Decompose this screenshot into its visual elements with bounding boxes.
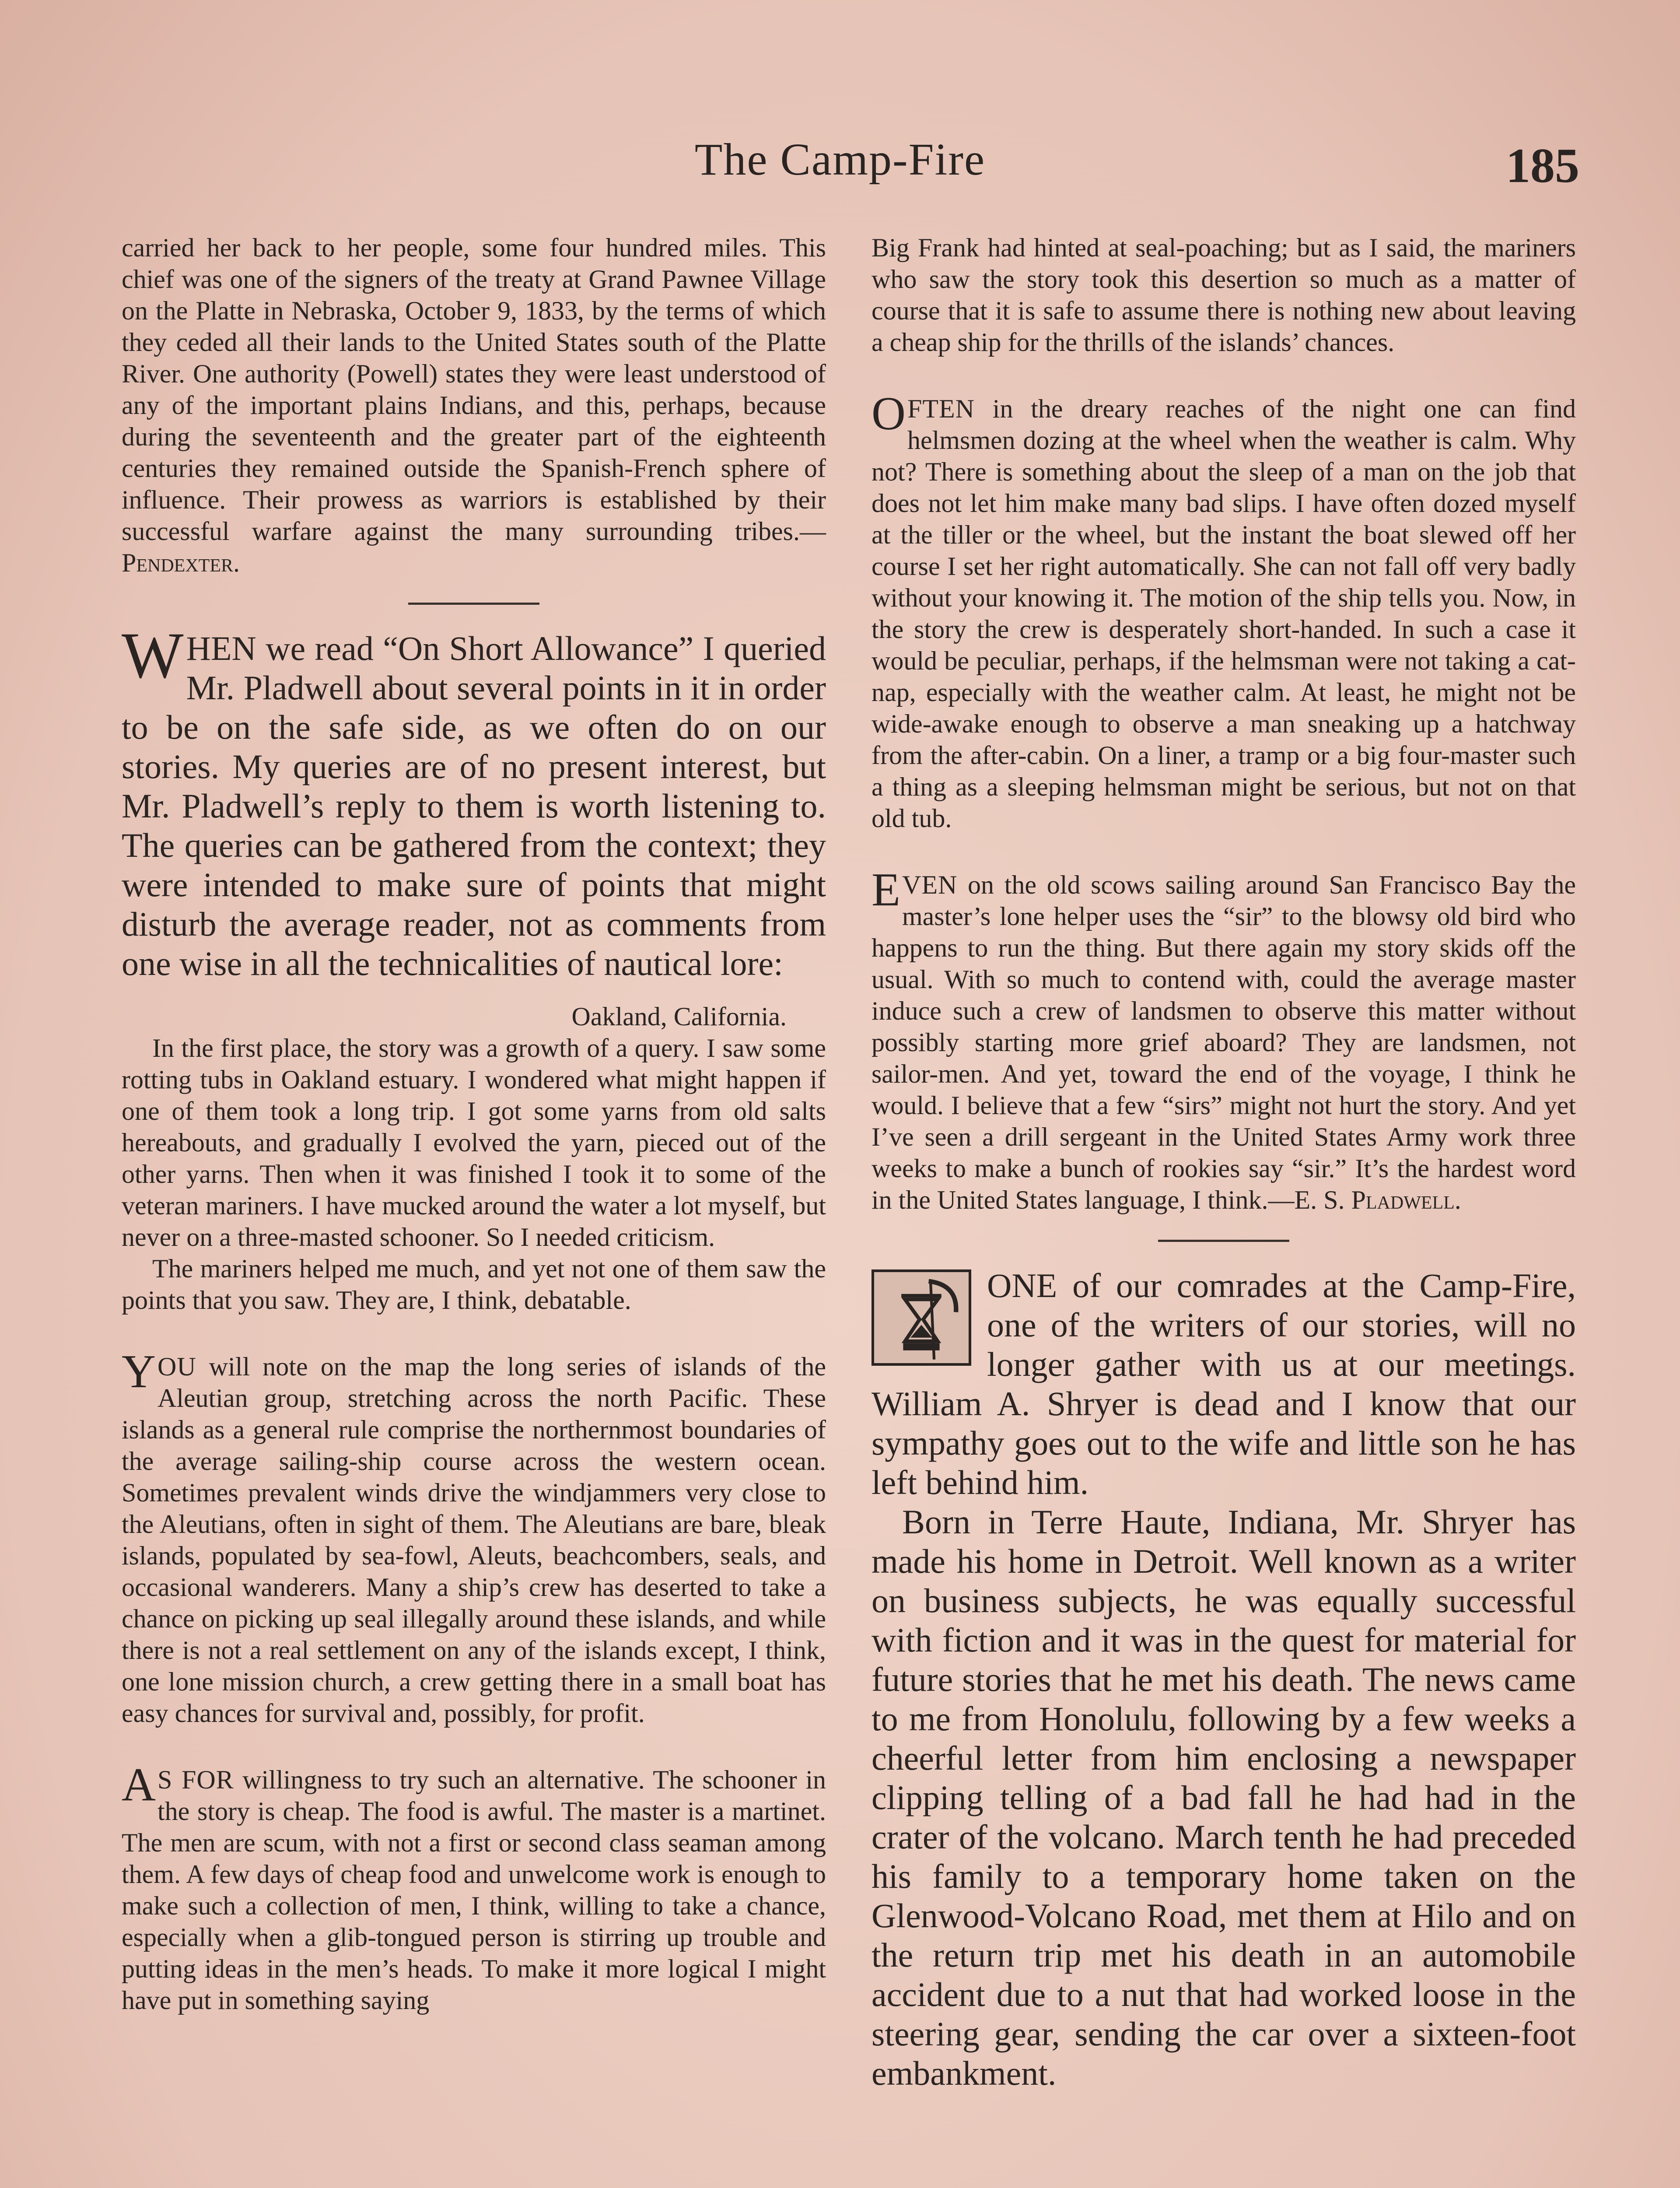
page-number: 185 [1506,139,1579,193]
drop-cap-o: O [872,388,906,440]
alternative-lead: S FOR [158,1765,234,1794]
drop-cap-y: Y [122,1346,156,1398]
shryer-biography: Born in Terre Haute, Indiana, Mr. Shryer has made his home in Detroit. Well known as a writer on business subjects, he was equally successful with fiction and it was in the quest for material for future stories that he met his death. The news came to me from Honolulu, following by a few weeks a cheerful letter from him enclosing a newspaper clipping telling of a bad fall he had had in the crater of the volcano. March tenth he had preceded his family to a temporary home taken on the Glenwood-Volcano Road, met them at Hilo and on the return trip met his death in an automobile accident due to a nut that had worked loose in the steering gear, sending the car over a sixteen-foot embankment. [872,1503,1576,2092]
shryer-text: ONE of our comrades at the Camp-Fire, one of the writers of our stories, will no longer gather with us at our meetings. William A. Shryer is dead and I know that our sympathy goes out to the wife and little son he has left behind him. [872,1266,1576,1501]
editor-intro-text: HEN we read “On Short Allowance” I queried Mr. Pladwell about several points in it in order to be on the safe side, as we often do on our stories. My queries are of no present interest, but Mr. Pladwell’s reply to them is worth listening to. The queries can be gathered from the context; they were intended to make sure of points that might disturb the average reader, not as comments from one wise in all the technicalities of nautical lore: [122,629,826,982]
aleutian-paragraph [122,1346,826,1729]
shryer-paragraph [872,1266,1576,1502]
helmsman-lead: FTEN [907,394,975,423]
dateline: Oakland, California. [571,1002,787,1031]
pendexter-signature: Pendexter. [122,548,240,577]
seal-poaching-paragraph: Big Frank had hinted at seal-poaching; but as I said, the mariners who saw the story took this desertion so much as a matter of course that it is safe to assume there is nothing new about leaving a cheap ship for the thrills of the islands’ chances. [872,233,1576,357]
alternative-paragraph [122,1759,826,2016]
letter-paragraph-1: In the first place, the story was a growth of a query. I saw some rotting tubs in Oakland estuary. I wondered what might happen if one of them took a long trip. I got some yarns from old salts hereabouts, and gradually I evolved the yarn, pieced out of the other yarns. Then when it was finished I took it to some of the veteran mariners. I have mucked around the water a lot myself, but never on a three-masted schooner. So I needed criticism. [122,1034,826,1252]
helmsman-text: in the dreary reaches of the night one can find helmsmen dozing at the wheel when the weather is calm. Why not? There is something about the sleep of a man on the job that does not let him make many bad slips. I have often dozed myself at the tiller or the wheel, but the instant the boat slewed off her course I set her right automatically. She can not fall off very badly without your knowing it. The motion of the ship tells you. Now, in the story the crew is desperately short-handed. In such a case it would be peculiar, perhaps, if the helmsman were not taking a cat-nap, especially with the weather calm. At least, he might not be wide-awake enough to observe a man sneaking up a hatchway from the after-cabin. On a liner, a tramp or a big four-master such a thing as a sleeping helmsman might be serious, but not on that old tub. [872,394,1576,833]
pladwell-signature: E. S. Pladwell. [1294,1185,1461,1214]
sir-paragraph [872,864,1576,1216]
sir-text: on the old scows sailing around San Francisco Bay the master’s lone helper uses the “sir” to the blowsy old bird who happens to run the thing. But there again my story skids off the usual. With so much to contend with, could the average master induce such a crew of landsmen to observe this matter without possibly starting more grief aboard? They are landsmen, not sailor-men. And yet, toward the end of the voyage, I think he would. I believe that a few “sirs” might not hurt the story. And yet I’ve seen a drill sergeant in the United States Army work three weeks to make a bunch of rookies say “sir.” It’s the hardest word in the United States language, I think.— [872,870,1576,1214]
pendexter-text: carried her back to her people, some four hundred miles. This chief was one of the signers of the treaty at Grand Pawnee Village on the Platte in Nebraska, October 9, 1833, by the terms of which they ceded all their lands to the United States south of the Platte River. One authority (Powell) states they were least understood of any of the important plains Indians, and this, perhaps, because during the seventeenth and the greater part of the eighteenth centuries they remained outside the Spanish-French sphere of influence. Their prowess as warriors is established by their successful warfare against the many surrounding tribes.— [122,233,826,546]
aleutian-lead: OU [158,1352,196,1381]
running-title: The Camp-Fire [694,134,986,185]
hourglass-scythe-icon [872,1269,971,1366]
pendexter-paragraph [122,232,826,579]
drop-cap-e: E [872,864,900,916]
drop-cap-w: W [122,619,184,692]
alternative-text: willingness to try such an alternative. The schooner in the story is cheap. The food is awful. The master is a martinet. The men are scum, with not a first or second class seaman among them. A few days of cheap food and unwelcome work is enough to make such a collection of men, I think, willing to take a chance, especially when a glib-tongued person is stirring up trouble and putting ideas in the men’s heads. To make it more logical I might have put in something saying [122,1765,826,2015]
sir-lead: VEN [902,870,958,899]
editor-intro-paragraph [122,619,826,983]
left-column [122,232,826,2016]
letter-paragraph-2: The mariners helped me much, and yet not one of them saw the points that you saw. They are, I think, debatable. [122,1254,826,1315]
section-divider-right [1158,1240,1289,1242]
drop-cap-a: A [122,1759,156,1811]
helmsman-paragraph [872,388,1576,834]
right-column [872,232,1576,2093]
section-divider [408,603,539,605]
aleutian-text: will note on the map the long series of islands of the Aleutian group, stretching across the north Pacific. These islands as a general rule comprise the northernmost boundaries of the average sailing-ship course across the western ocean. Sometimes prevalent winds drive the windjammers very close to the Aleutians, often in sight of them. The Aleutians are bare, bleak islands, populated by sea-fowl, Aleuts, beachcombers, seals, and occasional wanderers. Many a ship’s crew has deserted to take a chance on picking up seal illegally around these islands, and while there is not a real settlement on any of the islands except, I think, one lone mission church, a crew getting there in a small boat has easy chances for survival and, possibly, for profit. [122,1352,826,1728]
